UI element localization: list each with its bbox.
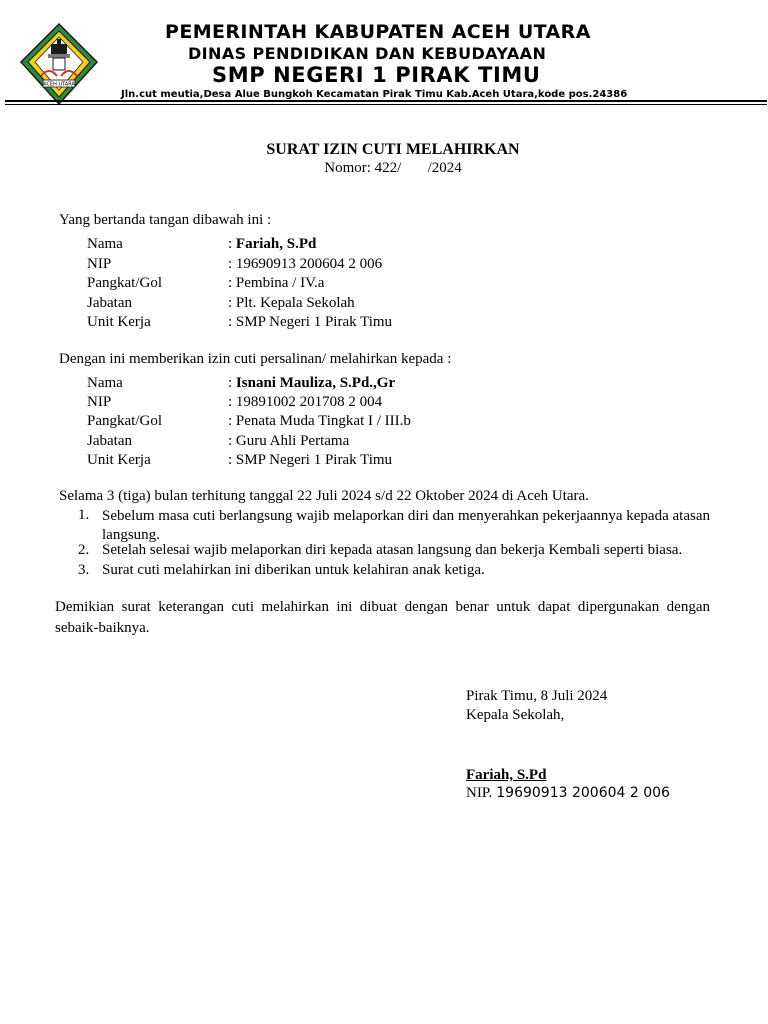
regency-emblem-logo: [17, 22, 101, 106]
recipient-rank-value: : Penata Muda Tingkat I / III.b: [228, 413, 411, 429]
recipient-name-label: Nama: [87, 375, 123, 391]
signer-rank-value: : Pembina / IV.a: [228, 275, 325, 291]
signer-intro: Yang bertanda tangan dibawah ini :: [59, 212, 272, 228]
condition-item: Sebelum masa cuti berlangsung wajib melaporkan diri dan menyerahkan pekerjaannya kepada atasan langsung.: [102, 508, 710, 543]
school-address: Jln.cut meutia,Desa Alue Bungkoh Kecamatan Pirak Timu Kab.Aceh Utara,kode pos.24386: [121, 89, 628, 100]
condition-item: Setelah selesai wajib melaporkan diri kepada atasan langsung dan bekerja Kembali seperti biasa.: [102, 542, 683, 558]
closing-statement: Demikian surat keterangan cuti melahirkan ini dibuat dengan benar untuk dapat dipergunakan dengan sebaik-baiknya.: [55, 599, 710, 636]
condition-number: 3.: [78, 562, 90, 578]
condition-number: 2.: [78, 542, 90, 558]
grant-intro: Dengan ini memberikan izin cuti persalinan/ melahirkan kepada :: [59, 351, 452, 367]
signer-name-label: Nama: [87, 236, 123, 252]
government-name: PEMERINTAH KABUPATEN ACEH UTARA: [165, 21, 591, 43]
recipient-name-value: : Isnani Mauliza, S.Pd.,Gr: [228, 375, 396, 391]
signature-name: Fariah, S.Pd: [466, 767, 547, 783]
signature-nip-value: 19690913 200604 2 006: [496, 785, 670, 801]
signer-nip-label: NIP: [87, 256, 112, 272]
leave-duration: Selama 3 (tiga) bulan terhitung tanggal 22 Juli 2024 s/d 22 Oktober 2024 di Aceh Utara.: [59, 488, 589, 504]
signer-rank-label: Pangkat/Gol: [87, 275, 162, 291]
signature-nip-label: NIP.: [466, 785, 493, 801]
letterhead-divider-thin: [5, 104, 767, 105]
signer-name-value: : Fariah, S.Pd: [228, 236, 317, 252]
recipient-position-label: Jabatan: [87, 433, 132, 449]
recipient-unit-value: : SMP Negeri 1 Pirak Timu: [228, 452, 393, 468]
place-date: Pirak Timu, 8 Juli 2024: [466, 688, 608, 704]
school-name: SMP NEGERI 1 PIRAK TIMU: [212, 63, 541, 87]
letter-title: SURAT IZIN CUTI MELAHIRKAN: [266, 141, 520, 158]
recipient-unit-label: Unit Kerja: [87, 452, 151, 468]
signer-unit-value: : SMP Negeri 1 Pirak Timu: [228, 314, 393, 330]
recipient-rank-label: Pangkat/Gol: [87, 413, 162, 429]
recipient-nip-label: NIP: [87, 394, 112, 410]
logo-ribbon-text: ACEH UTARA: [43, 81, 75, 88]
condition-item: Surat cuti melahirkan ini diberikan untuk kelahiran anak ketiga.: [102, 562, 485, 578]
signer-position-value: : Plt. Kepala Sekolah: [228, 295, 355, 311]
recipient-name: Isnani Mauliza, S.Pd.,Gr: [235, 375, 396, 391]
letterhead-divider-thick: [5, 100, 767, 102]
signer-position-label: Jabatan: [87, 295, 132, 311]
department-name: DINAS PENDIDIKAN DAN KEBUDAYAAN: [188, 44, 547, 63]
condition-number: 1.: [78, 507, 90, 523]
recipient-position-value: : Guru Ahli Pertama: [228, 433, 350, 449]
signer-name: Fariah, S.Pd: [235, 236, 317, 252]
signer-position: Kepala Sekolah,: [466, 707, 565, 723]
recipient-nip-value: : 19891002 201708 2 004: [228, 394, 383, 410]
signature-nip: [466, 784, 670, 802]
signer-unit-label: Unit Kerja: [87, 314, 151, 330]
letter-number: Nomor: 422/ /2024: [324, 160, 462, 176]
signer-nip-value: : 19690913 200604 2 006: [228, 256, 383, 272]
